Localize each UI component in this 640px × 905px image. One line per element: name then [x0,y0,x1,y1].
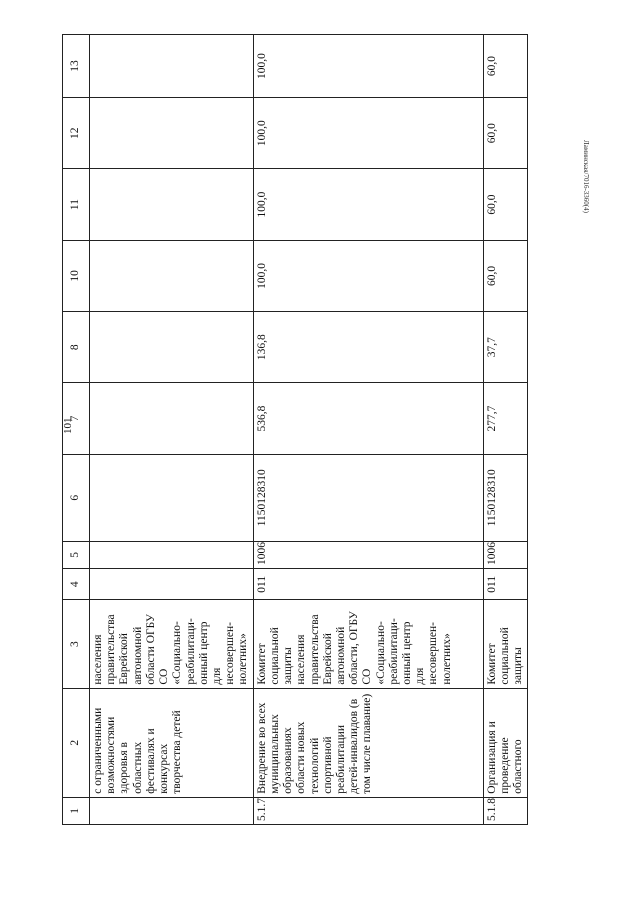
header-cell: 11 [63,169,90,240]
activity-name: с ограниченными возможностями здоровья в областных фестивалях и конкурсах творчества детей [90,688,254,797]
table-row [483,35,528,825]
header-cell: 13 [63,35,90,98]
table-row [90,35,254,825]
header-cell: 3 [63,600,90,688]
value-cell [90,169,254,240]
value-cell: 100,0 [253,35,483,98]
code-cell: 011 [253,569,483,600]
row-number [90,797,254,824]
code-cell [90,541,254,568]
value-cell [90,383,254,454]
code-cell: 1150128310 [483,454,528,541]
activity-name: Внедрение во всех муниципальных образованиях области новых технологий спортивной реабилитации детей-инвалидов (в том числе плавание) [253,688,483,797]
row-number: 5.1.8 [483,797,528,824]
value-cell [90,240,254,311]
responsible-party: Комитет социальной защиты [483,600,528,688]
code-cell: 011 [483,569,528,600]
header-cell: 7 [63,383,90,454]
value-cell: 536,8 [253,383,483,454]
value-cell: 60,0 [483,35,528,98]
value-cell: 100,0 [253,240,483,311]
value-cell: 37,7 [483,312,528,383]
value-cell [90,312,254,383]
code-cell [90,454,254,541]
table-row [253,35,483,825]
header-cell: 8 [63,312,90,383]
rotated-table-container [62,34,525,825]
responsible-party: Комитет социальной защиты населения правительства Еврейской автономной области, ОГБУ СО «Социально-реабилитаци-онный центр для несовершен-нолетних» [253,600,483,688]
header-cell: 5 [63,541,90,568]
header-cell: 10 [63,240,90,311]
row-number: 5.1.7 [253,797,483,824]
value-cell: 60,0 [483,98,528,169]
code-cell: 1006 [483,541,528,568]
value-cell: 100,0 [253,169,483,240]
value-cell: 60,0 [483,240,528,311]
header-row [63,35,90,825]
budget-table [62,34,528,825]
code-cell [90,569,254,600]
value-cell: 136,8 [253,312,483,383]
value-cell: 60,0 [483,169,528,240]
code-cell: 1006 [253,541,483,568]
value-cell: 100,0 [253,98,483,169]
code-cell: 1150128310 [253,454,483,541]
value-cell [90,35,254,98]
activity-name: Организация и проведение областного [483,688,528,797]
header-cell: 6 [63,454,90,541]
value-cell: 277,7 [483,383,528,454]
value-cell [90,98,254,169]
responsible-party: населения правительства Еврейской автономной области ОГБУ СО «Социально-реабилитаци-онный центр для несовершен-нолетних» [90,600,254,688]
header-cell: 1 [63,797,90,824]
header-cell: 2 [63,688,90,797]
header-cell: 12 [63,98,90,169]
page-number: 101 [62,417,74,434]
side-note: Ламинская/7016-3360(4) [582,140,590,213]
header-cell: 4 [63,569,90,600]
